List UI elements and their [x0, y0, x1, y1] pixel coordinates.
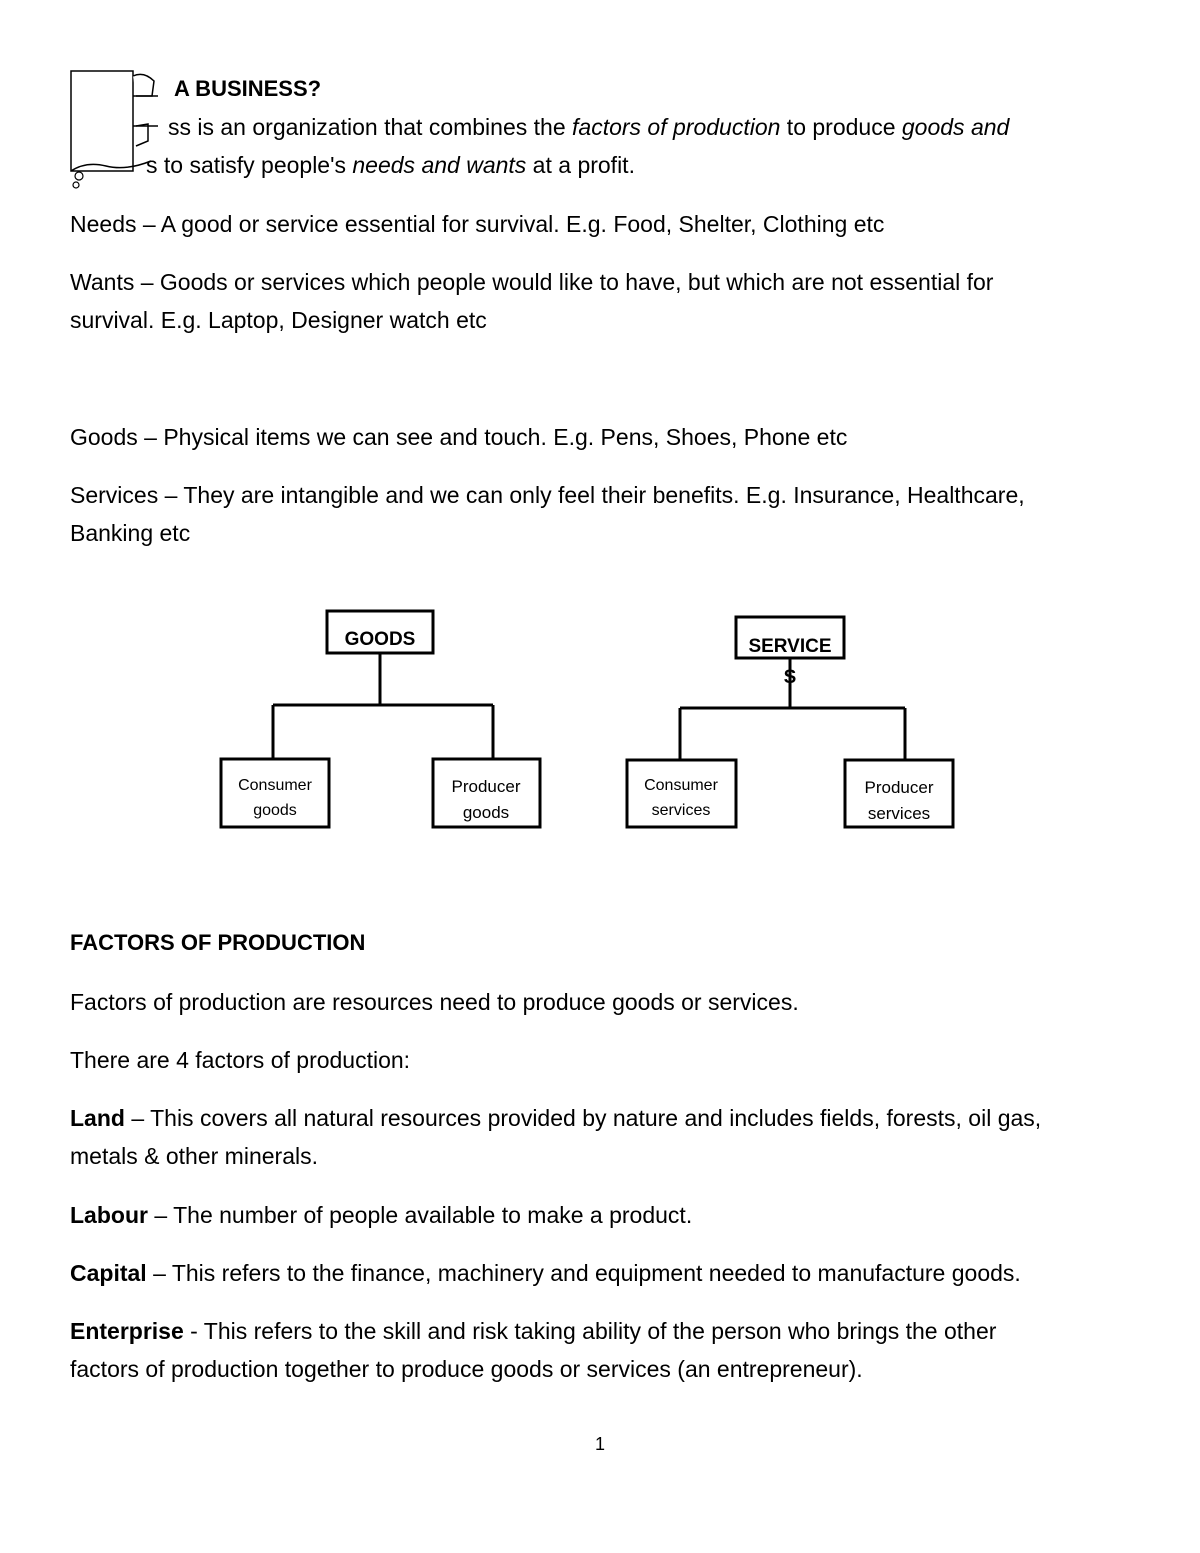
consumer-goods-label-2: goods [253, 802, 297, 819]
factor-land-line1: Land – This covers all natural resources provided by nature and includes fields, forests, oil gas, [70, 1105, 1042, 1131]
goods-root-label: GOODS [344, 629, 416, 650]
needs-definition: Needs – A good or service essential for survival. E.g. Food, Shelter, Clothing etc [70, 211, 885, 237]
factor-enterprise-line1: Enterprise - This refers to the skill and risk taking ability of the person who brings the other [70, 1318, 997, 1344]
wants-definition-line1: Wants – Goods or services which people would like to have, but which are not essential for [70, 269, 994, 295]
producer-goods-label-1: Producer [451, 777, 521, 796]
factors-count: There are 4 factors of production: [70, 1047, 411, 1073]
services-root-label: SERVICE [748, 636, 832, 657]
consumer-goods-label-1: Consumer [238, 777, 312, 794]
producer-services-label-1: Producer [864, 778, 934, 797]
factors-intro: Factors of production are resources need to produce goods or services. [70, 989, 799, 1015]
factor-enterprise-term: Enterprise [70, 1318, 184, 1344]
goods-connector [273, 653, 493, 759]
consumer-services-label-2: services [651, 802, 711, 819]
services-definition-line2: Banking etc [70, 520, 191, 546]
goods-definition: Goods – Physical items we can see and touch. E.g. Pens, Shoes, Phone etc [70, 424, 848, 450]
factor-land-term: Land [70, 1105, 125, 1131]
factor-capital: Capital – This refers to the finance, machinery and equipment needed to manufacture goods. [70, 1260, 1021, 1286]
page-number: 1 [594, 1434, 605, 1454]
services-definition-line1: Services – They are intangible and we can only feel their benefits. E.g. Insurance, Healthcare, [70, 482, 1025, 508]
wants-definition-line2: survival. E.g. Laptop, Designer watch etc [70, 307, 487, 333]
factor-labour: Labour – The number of people available to make a product. [70, 1202, 693, 1228]
factor-labour-term: Labour [70, 1202, 148, 1228]
business-heading: A BUSINESS? [174, 76, 322, 101]
factor-capital-term: Capital [70, 1260, 147, 1286]
producer-goods-label-2: goods [462, 803, 510, 822]
factors-heading: FACTORS OF PRODUCTION [70, 930, 366, 955]
business-definition-line1: ss is an organization that combines the factors of production to produce goods and [168, 114, 1010, 140]
goods-services-diagram [0, 600, 1200, 840]
services-root-overflow: S [783, 667, 797, 688]
factor-land-line2: metals & other minerals. [70, 1143, 318, 1169]
factor-enterprise-line2: factors of production together to produce goods or services (an entrepreneur). [70, 1356, 863, 1382]
producer-services-label-2: services [867, 804, 931, 823]
business-definition-line2: s to satisfy people's needs and wants at a profit. [146, 152, 635, 178]
consumer-services-label-1: Consumer [644, 777, 718, 794]
